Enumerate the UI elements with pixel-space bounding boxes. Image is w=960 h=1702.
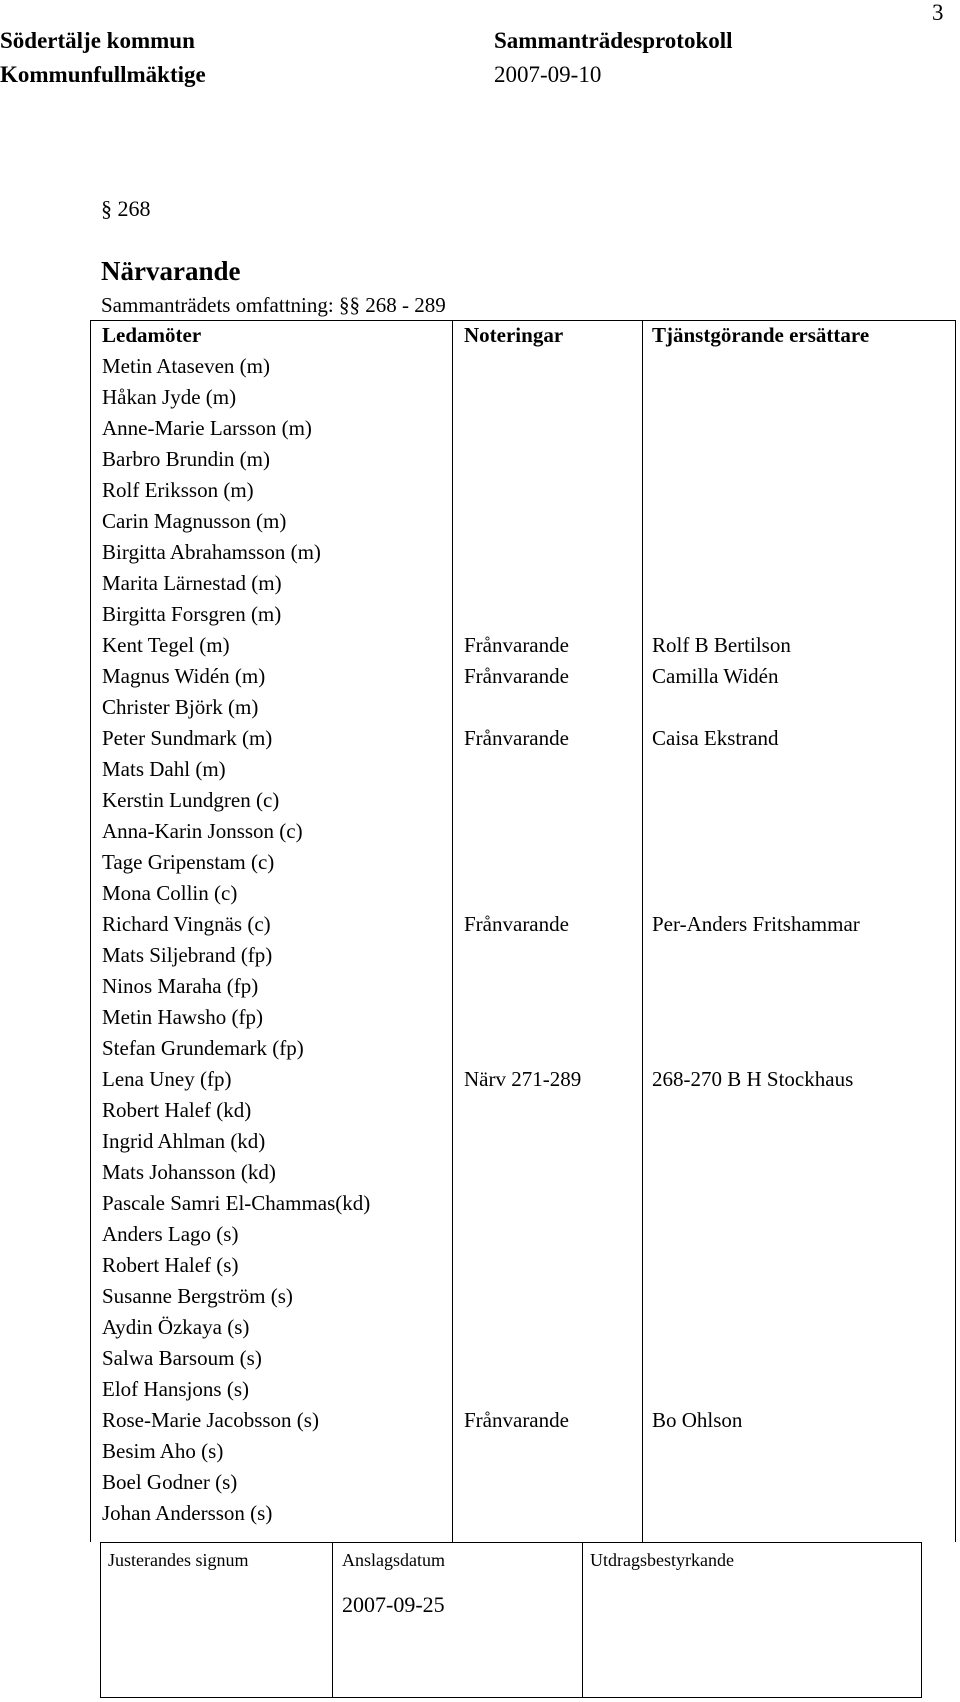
member-name: Ingrid Ahlman (kd)	[102, 1129, 266, 1153]
certification-label: Utdragsbestyrkande	[590, 1550, 734, 1570]
note-cell: Frånvarande	[464, 1408, 569, 1432]
table-row	[90, 1095, 956, 1126]
column-header: Tjänstgörande ersättare	[652, 323, 870, 347]
table-row	[90, 351, 956, 382]
table-row	[90, 754, 956, 785]
substitute-name: Bo Ohlson	[652, 1408, 743, 1432]
table-row	[90, 506, 956, 537]
substitute-name: Rolf B Bertilson	[652, 633, 791, 657]
attendance-table	[90, 320, 956, 1542]
member-name: Anders Lago (s)	[102, 1222, 239, 1246]
member-name: Robert Halef (kd)	[102, 1098, 252, 1122]
member-name: Magnus Widén (m)	[102, 664, 266, 688]
member-name: Anne-Marie Larsson (m)	[102, 416, 312, 440]
member-name: Mats Johansson (kd)	[102, 1160, 276, 1184]
table-row	[90, 1436, 956, 1467]
member-name: Besim Aho (s)	[102, 1439, 224, 1463]
table-row	[90, 1312, 956, 1343]
document-type: Sammanträdesprotokoll	[494, 28, 733, 53]
substitute-name: Caisa Ekstrand	[652, 726, 779, 750]
table-row	[90, 1405, 956, 1436]
table-row	[90, 1374, 956, 1405]
table-row	[90, 382, 956, 413]
table-row	[90, 723, 956, 754]
table-row	[90, 475, 956, 506]
member-name: Kent Tegel (m)	[102, 633, 230, 657]
council-name: Kommunfullmäktige	[0, 62, 206, 87]
substitute-name: Camilla Widén	[652, 664, 779, 688]
table-row	[90, 1126, 956, 1157]
member-name: Birgitta Abrahamsson (m)	[102, 540, 321, 564]
member-name: Håkan Jyde (m)	[102, 385, 237, 409]
posting-date: 2007-09-25	[342, 1592, 445, 1617]
member-name: Mona Collin (c)	[102, 881, 238, 905]
signature-box	[100, 1542, 922, 1698]
table-row	[90, 661, 956, 692]
table-row	[90, 1250, 956, 1281]
member-name: Pascale Samri El-Chammas(kd)	[102, 1191, 371, 1215]
member-name: Richard Vingnäs (c)	[102, 912, 271, 936]
substitute-name: Per-Anders Fritshammar	[652, 912, 860, 936]
table-row	[90, 413, 956, 444]
posting-date-label: Anslagsdatum	[342, 1550, 445, 1570]
substitute-name: 268-270 B H Stockhaus	[652, 1067, 854, 1091]
table-row	[90, 537, 956, 568]
table-row	[90, 692, 956, 723]
member-name: Metin Ataseven (m)	[102, 354, 270, 378]
table-row	[90, 1002, 956, 1033]
meeting-date: 2007-09-10	[494, 62, 602, 87]
member-name: Susanne Bergström (s)	[102, 1284, 293, 1308]
member-name: Aydin Özkaya (s)	[102, 1315, 250, 1339]
table-row	[90, 909, 956, 940]
member-name: Tage Gripenstam (c)	[102, 850, 275, 874]
member-name: Marita Lärnestad (m)	[102, 571, 282, 595]
table-row	[90, 847, 956, 878]
note-cell: Närv 271-289	[464, 1067, 582, 1091]
table-row	[90, 1033, 956, 1064]
note-cell: Frånvarande	[464, 664, 569, 688]
municipality-name: Södertälje kommun	[0, 28, 195, 53]
page-number: 3	[932, 0, 944, 25]
member-name: Lena Uney (fp)	[102, 1067, 232, 1091]
table-row	[90, 785, 956, 816]
table-row	[90, 1467, 956, 1498]
member-name: Robert Halef (s)	[102, 1253, 239, 1277]
meeting-scope: Sammanträdets omfattning: §§ 268 - 289	[101, 293, 446, 317]
member-name: Ninos Maraha (fp)	[102, 974, 259, 998]
member-name: Boel Godner (s)	[102, 1470, 238, 1494]
member-name: Salwa Barsoum (s)	[102, 1346, 262, 1370]
member-name: Barbro Brundin (m)	[102, 447, 270, 471]
table-row	[90, 816, 956, 847]
table-row	[90, 940, 956, 971]
member-name: Kerstin Lundgren (c)	[102, 788, 280, 812]
member-name: Mats Siljebrand (fp)	[102, 943, 273, 967]
section-number: § 268	[101, 196, 151, 221]
member-name: Peter Sundmark (m)	[102, 726, 273, 750]
member-name: Rolf Eriksson (m)	[102, 478, 254, 502]
column-header: Ledamöter	[102, 323, 202, 347]
table-row	[90, 599, 956, 630]
member-name: Birgitta Forsgren (m)	[102, 602, 282, 626]
column-header: Noteringar	[464, 323, 564, 347]
table-row	[90, 444, 956, 475]
member-name: Anna-Karin Jonsson (c)	[102, 819, 303, 843]
table-header	[90, 320, 956, 351]
member-name: Christer Björk (m)	[102, 695, 259, 719]
member-name: Carin Magnusson (m)	[102, 509, 287, 533]
member-name: Johan Andersson (s)	[102, 1501, 273, 1525]
member-name: Mats Dahl (m)	[102, 757, 226, 781]
member-name: Rose-Marie Jacobsson (s)	[102, 1408, 319, 1432]
note-cell: Frånvarande	[464, 912, 569, 936]
table-row	[90, 1157, 956, 1188]
table-row	[90, 1343, 956, 1374]
table-row	[90, 878, 956, 909]
table-row	[90, 568, 956, 599]
table-row	[90, 1281, 956, 1312]
table-row	[90, 1498, 956, 1529]
member-name: Elof Hansjons (s)	[102, 1377, 249, 1401]
member-name: Metin Hawsho (fp)	[102, 1005, 263, 1029]
note-cell: Frånvarande	[464, 633, 569, 657]
table-row	[90, 1219, 956, 1250]
member-name: Stefan Grundemark (fp)	[102, 1036, 304, 1060]
table-row	[90, 971, 956, 1002]
section-title: Närvarande	[101, 256, 241, 286]
note-cell: Frånvarande	[464, 726, 569, 750]
table-row	[90, 1064, 956, 1095]
table-row	[90, 1188, 956, 1219]
table-row	[90, 630, 956, 661]
signature-label: Justerandes signum	[108, 1550, 249, 1570]
